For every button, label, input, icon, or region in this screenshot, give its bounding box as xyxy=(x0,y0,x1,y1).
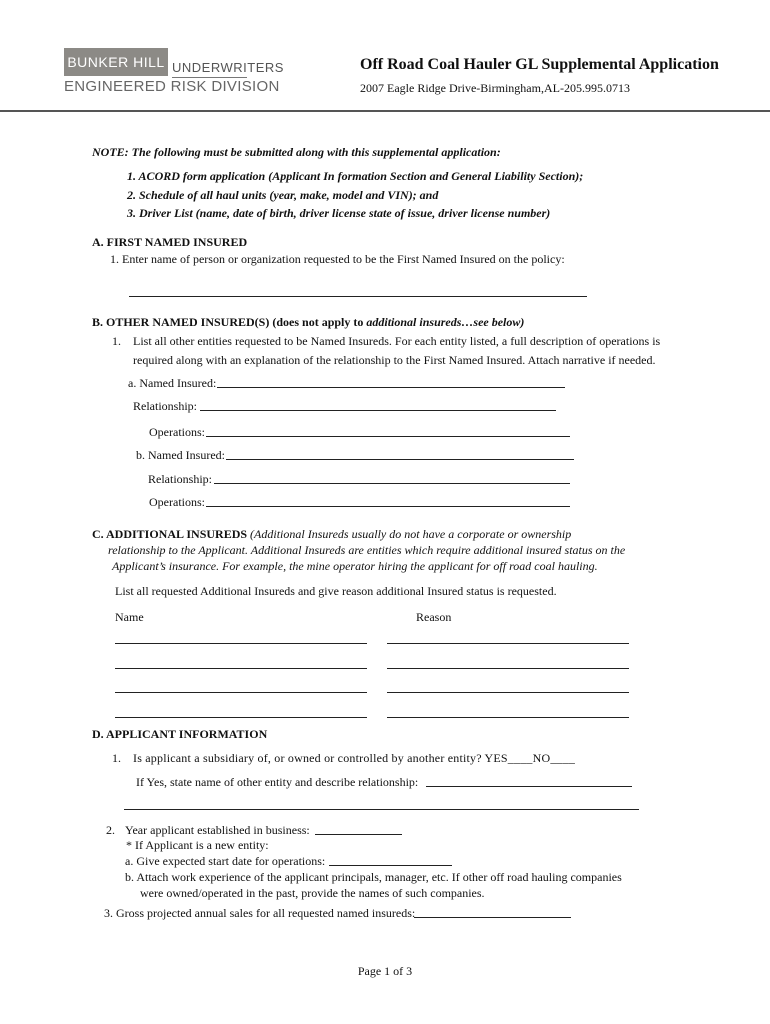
additional-insured-reason-field[interactable] xyxy=(387,643,629,644)
gross-sales-field[interactable] xyxy=(414,917,571,918)
logo-underwriters: UNDERWRITERS xyxy=(172,60,284,75)
expected-start-date-field[interactable] xyxy=(329,865,452,866)
section-d-q2: Year applicant established in business: xyxy=(125,823,310,837)
b-operations-field[interactable] xyxy=(206,506,570,507)
additional-insured-name-field[interactable] xyxy=(115,717,367,718)
a-named-insured-field[interactable] xyxy=(217,387,565,388)
column-name-header: Name xyxy=(115,610,144,624)
label-a-relationship: Relationship: xyxy=(133,399,197,413)
note-heading: NOTE: The following must be submitted along with this supplemental application: xyxy=(92,145,501,159)
label-b-operations: Operations: xyxy=(149,495,205,509)
logo-bunker-hill xyxy=(64,48,168,76)
year-established-field[interactable] xyxy=(315,834,402,835)
first-named-insured-field[interactable] xyxy=(129,296,587,297)
logo-division: ENGINEERED RISK DIVISION xyxy=(64,78,280,95)
section-c-intro-3: Applicant’s insurance. For example, the mine operator hiring the applicant for off road coal hauling. xyxy=(112,559,598,573)
section-d-q2-a: a. Give expected start date for operations: xyxy=(125,854,326,868)
column-reason-header: Reason xyxy=(416,610,452,624)
additional-insured-reason-field[interactable] xyxy=(387,717,629,718)
note-item-2: 2. Schedule of all haul units (year, make, model and VIN); and xyxy=(127,188,439,202)
label-a-operations: Operations: xyxy=(149,425,205,439)
section-d-q1: Is applicant a subsidiary of, or owned or controlled by another entity? YES____NO____ xyxy=(133,751,576,765)
page-number: Page 1 of 3 xyxy=(357,964,413,978)
section-b-q1-number: 1. xyxy=(112,334,121,348)
section-b-q1-line1: List all other entities requested to be Named Insureds. For each entity listed, a full description of operations is xyxy=(133,334,661,348)
section-d-q2-b-line1: b. Attach work experience of the applicant principals, manager, etc. If other off road hauling companies xyxy=(125,870,622,884)
b-named-insured-field[interactable] xyxy=(226,459,574,460)
a-relationship-field[interactable] xyxy=(200,410,556,411)
note-item-1: 1. ACORD form application (Applicant In formation Section and General Liability Section); xyxy=(127,169,584,183)
other-entity-relationship-field[interactable] xyxy=(124,809,639,810)
section-d-q2-b-line2: were owned/operated in the past, provide the names of such companies. xyxy=(140,886,485,900)
section-a-question: 1. Enter name of person or organization requested to be the First Named Insured on the policy: xyxy=(110,252,565,266)
additional-insured-reason-field[interactable] xyxy=(387,668,629,669)
section-b-heading-italic: additional insureds…see below) xyxy=(366,315,525,329)
header-divider xyxy=(0,110,770,112)
section-b-heading xyxy=(92,315,524,330)
b-relationship-field[interactable] xyxy=(214,483,570,484)
note-item-3: 3. Driver List (name, date of birth, driver license state of issue, driver license number) xyxy=(127,206,551,220)
section-d-q3: 3. Gross projected annual sales for all requested named insureds: xyxy=(104,906,416,920)
section-c-intro-1: (Additional Insureds usually do not have a corporate or ownership xyxy=(250,527,572,541)
section-b-q1-line2: required along with an explanation of the relationship to the First Named Insured. Attach narrative if needed. xyxy=(133,353,656,367)
document-address: 2007 Eagle Ridge Drive-Birmingham,AL-205.995.0713 xyxy=(360,81,630,95)
label-b-relationship: Relationship: xyxy=(148,472,212,486)
section-c-intro-2: relationship to the Applicant. Additional Insureds are entities which require additional insured status on the xyxy=(108,543,626,557)
section-d-heading: D. APPLICANT INFORMATION xyxy=(92,727,268,741)
section-c-heading: C. ADDITIONAL INSUREDS xyxy=(92,527,248,541)
section-d-q2-new-entity: * If Applicant is a new entity: xyxy=(126,838,269,852)
section-d-q1-followup: If Yes, state name of other entity and describe relationship: xyxy=(136,775,419,789)
label-a-named-insured: a. Named Insured: xyxy=(128,376,217,390)
additional-insured-reason-field[interactable] xyxy=(387,692,629,693)
section-d-q1-number: 1. xyxy=(112,751,121,765)
other-entity-field[interactable] xyxy=(426,786,632,787)
section-d-q2-number: 2. xyxy=(106,823,115,837)
label-b-named-insured: b. Named Insured: xyxy=(136,448,225,462)
a-operations-field[interactable] xyxy=(206,436,570,437)
additional-insured-name-field[interactable] xyxy=(115,643,367,644)
document-title: Off Road Coal Hauler GL Supplemental Application xyxy=(360,56,719,73)
additional-insured-name-field[interactable] xyxy=(115,668,367,669)
logo-top-text: BUNKER HILL xyxy=(67,54,165,70)
additional-insured-name-field[interactable] xyxy=(115,692,367,693)
section-b-heading-bold: B. OTHER NAMED INSURED(S) (does not apply to xyxy=(92,315,367,329)
section-c-heading-line xyxy=(92,527,571,542)
section-a-heading: A. FIRST NAMED INSURED xyxy=(92,235,248,249)
section-c-instruction: List all requested Additional Insureds and give reason additional Insured status is requested. xyxy=(115,584,557,598)
